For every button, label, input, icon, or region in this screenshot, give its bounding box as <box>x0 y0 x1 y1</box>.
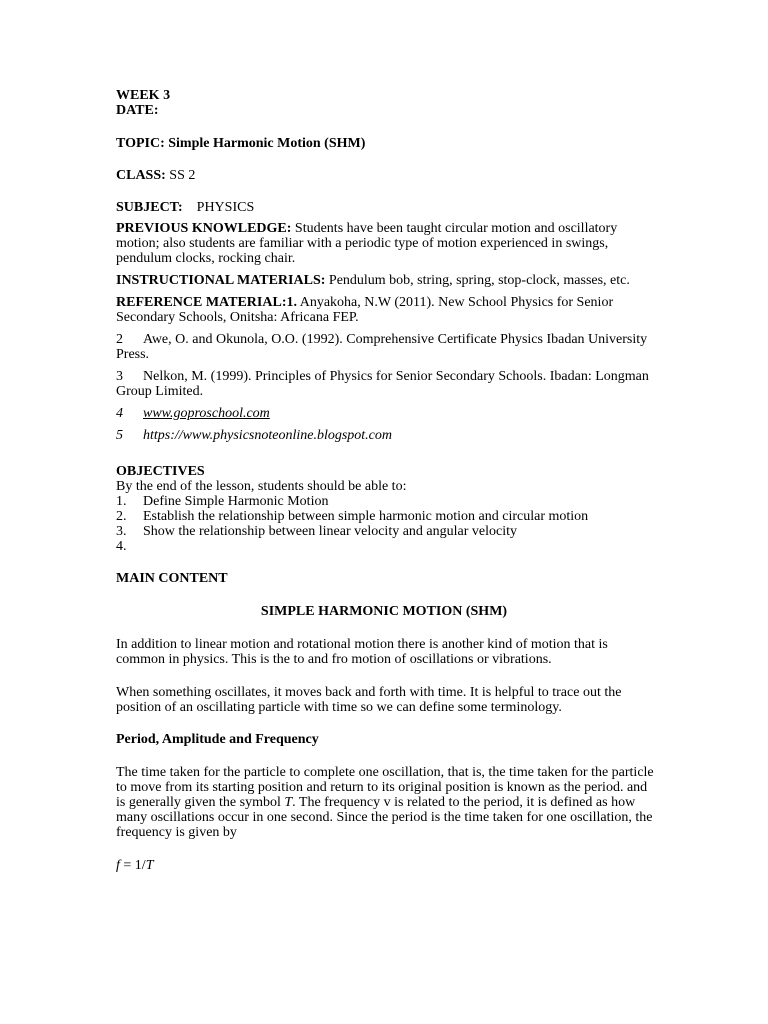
paragraph: In addition to linear motion and rotational motion there is another kind of motion that is common in physics. This is the to and fro motion of oscillations or vibrations. <box>116 637 608 667</box>
date-label: DATE: <box>116 103 159 118</box>
subject-line <box>116 200 656 215</box>
previous-knowledge <box>116 221 656 266</box>
objective-item: 1. Define Simple Harmonic Motion <box>116 494 329 509</box>
week-heading <box>116 88 656 118</box>
subject-value: PHYSICS <box>196 200 255 215</box>
subject-label: SUBJECT: <box>116 200 183 215</box>
instructional-materials <box>116 273 656 288</box>
reference-material-label: REFERENCE MATERIAL:1. <box>116 295 297 310</box>
reference-link[interactable]: www.goproschool.com <box>143 406 270 421</box>
main-content-heading: MAIN CONTENT <box>116 571 228 586</box>
previous-knowledge-label: PREVIOUS KNOWLEDGE: <box>116 221 292 236</box>
topic-line: TOPIC: Simple Harmonic Motion (SHM) <box>116 136 366 151</box>
class-value: SS 2 <box>165 168 196 183</box>
objectives-section <box>116 464 656 554</box>
objective-item: 4. <box>116 539 127 554</box>
reference-item: 3 Nelkon, M. (1999). Principles of Physics for Senior Secondary Schools. Ibadan: Longman Group Limited. <box>116 369 649 399</box>
instructional-materials-label: INSTRUCTIONAL MATERIALS: <box>116 273 326 288</box>
class-line <box>116 168 656 183</box>
objective-item: 3. Show the relationship between linear velocity and angular velocity <box>116 524 517 539</box>
reference-item: 2 Awe, O. and Okunola, O.O. (1992). Comprehensive Certificate Physics Ibadan University Press. <box>116 332 648 362</box>
reference-item: 5 https://www.physicsnoteonline.blogspot.com <box>116 428 393 443</box>
subheading: Period, Amplitude and Frequency <box>116 732 319 747</box>
objectives-intro: By the end of the lesson, students should be able to: <box>116 479 407 494</box>
reference-item-1: Anyakoha, N.W (2011). New School Physics for Senior Secondary Schools, Onitsha: Africana FEP. <box>116 295 614 325</box>
paragraph: When something oscillates, it moves back and forth with time. It is helpful to trace out the position of an oscillating particle with time so we can define some terminology. <box>116 685 622 715</box>
period-symbol: T <box>284 795 293 810</box>
instructional-materials-text: Pendulum bob, string, spring, stop-clock, masses, etc. <box>325 273 630 288</box>
section-title: SIMPLE HARMONIC MOTION (SHM) <box>260 604 508 619</box>
objective-item: 2. Establish the relationship between simple harmonic motion and circular motion <box>116 509 589 524</box>
paragraph: The time taken for the particle to complete one oscillation, that is, the time taken for the particle to move from its starting position and return to its original position is known as the period. and is generally given the symbol T. The frequency v is related to the period, it is defined as how many oscillations occur in one second. Since the period is the time taken for one oscillation, the frequency is given by <box>116 765 654 840</box>
reference-material <box>116 295 656 325</box>
previous-knowledge-text: Students have been taught circular motion and oscillatory motion; also students are familiar with a periodic type of motion experienced in swings, pendulum clocks, rocking chair. <box>116 221 618 266</box>
reference-item: 4 www.goproschool.com <box>116 406 270 421</box>
class-label: CLASS: <box>116 168 166 183</box>
week-label: WEEK 3 <box>116 88 171 103</box>
reference-url: https://www.physicsnoteonline.blogspot.com <box>143 428 393 443</box>
frequency-formula: f = 1/T <box>116 858 154 873</box>
objectives-heading: OBJECTIVES <box>116 464 205 479</box>
